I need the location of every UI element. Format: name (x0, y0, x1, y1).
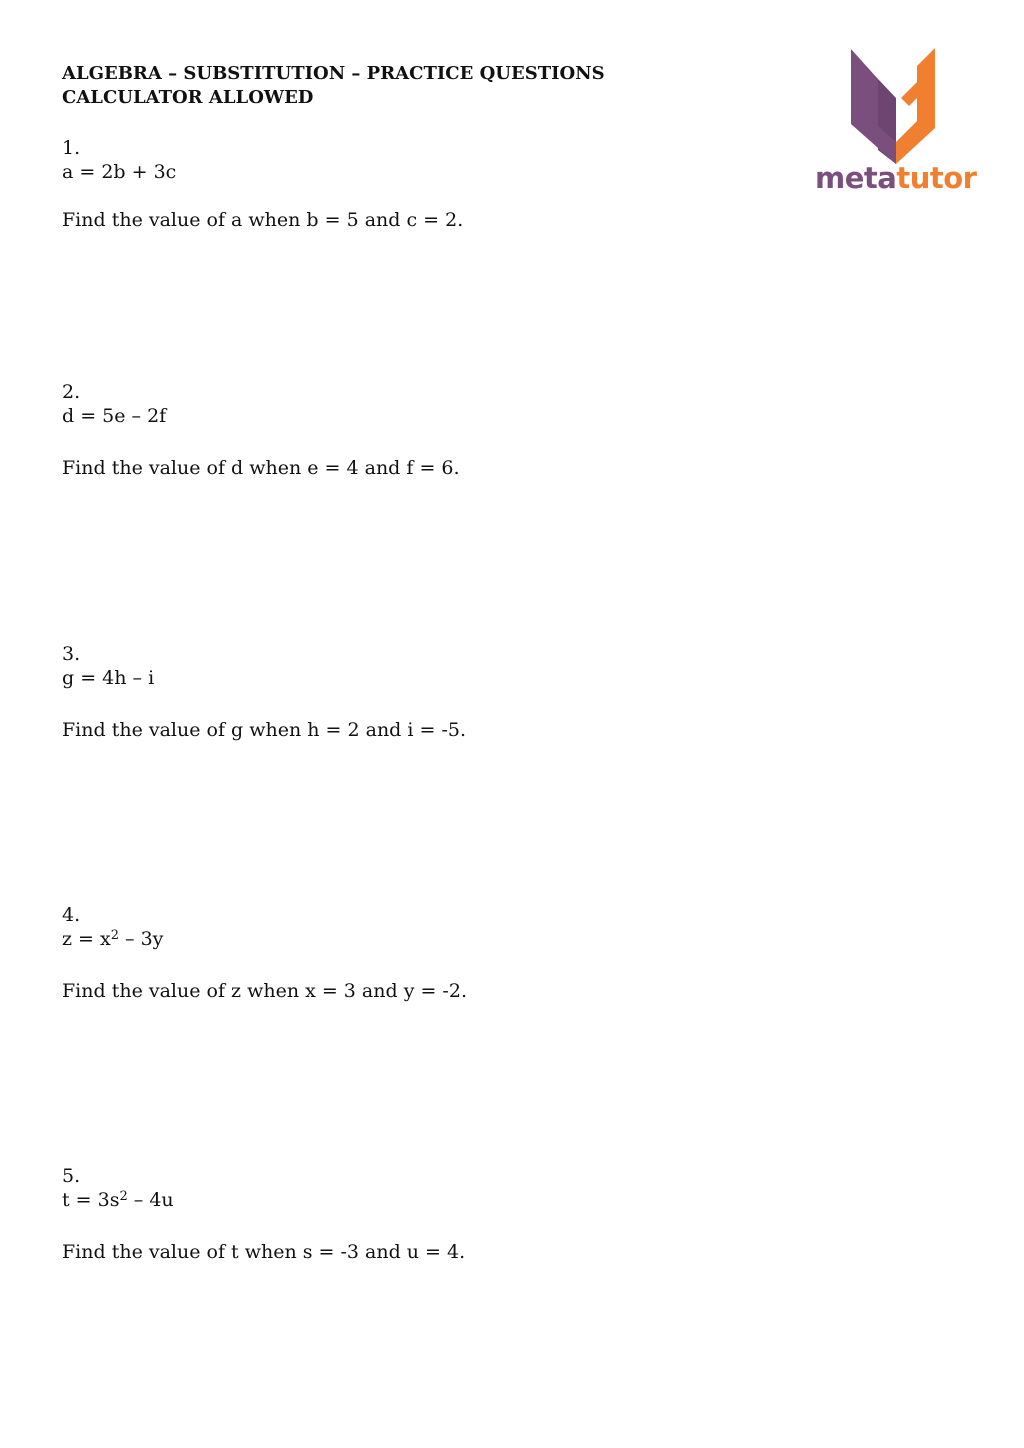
question-number: 2. (62, 381, 81, 403)
question-number: 4. (62, 904, 81, 926)
question-prompt: Find the value of z when x = 3 and y = -2. (62, 980, 467, 1002)
logo-word-meta: meta (815, 161, 897, 195)
question-prompt: Find the value of d when e = 4 and f = 6. (62, 457, 460, 479)
metatutor-logo-icon (848, 46, 938, 164)
question-formula: a = 2b + 3c (62, 161, 177, 183)
question-prompt: Find the value of a when b = 5 and c = 2. (62, 209, 464, 231)
question-1 (62, 136, 463, 232)
title-line-2: CALCULATOR ALLOWED (62, 87, 314, 108)
question-number: 5. (62, 1165, 81, 1187)
question-number: 1. (62, 137, 81, 159)
question-number: 3. (62, 643, 81, 665)
question-2 (62, 380, 460, 480)
page-title (62, 62, 605, 110)
question-5 (62, 1164, 465, 1264)
metatutor-logo-wordmark (815, 160, 976, 196)
logo-word-tutor: tutor (896, 161, 977, 195)
question-prompt: Find the value of g when h = 2 and i = -5. (62, 719, 467, 741)
question-formula: g = 4h – i (62, 667, 155, 689)
question-3 (62, 642, 466, 742)
metatutor-logo (815, 46, 975, 198)
question-formula: $z = x^2 - 3y$ (62, 928, 164, 950)
title-line-1: ALGEBRA – SUBSTITUTION – PRACTICE QUESTIONS (62, 63, 605, 84)
question-4 (62, 903, 467, 1003)
question-formula: d = 5e – 2f (62, 405, 167, 427)
question-prompt: Find the value of t when s = -3 and u = 4. (62, 1241, 466, 1263)
question-formula: $t = 3s^2 - 4u$ (62, 1189, 174, 1211)
